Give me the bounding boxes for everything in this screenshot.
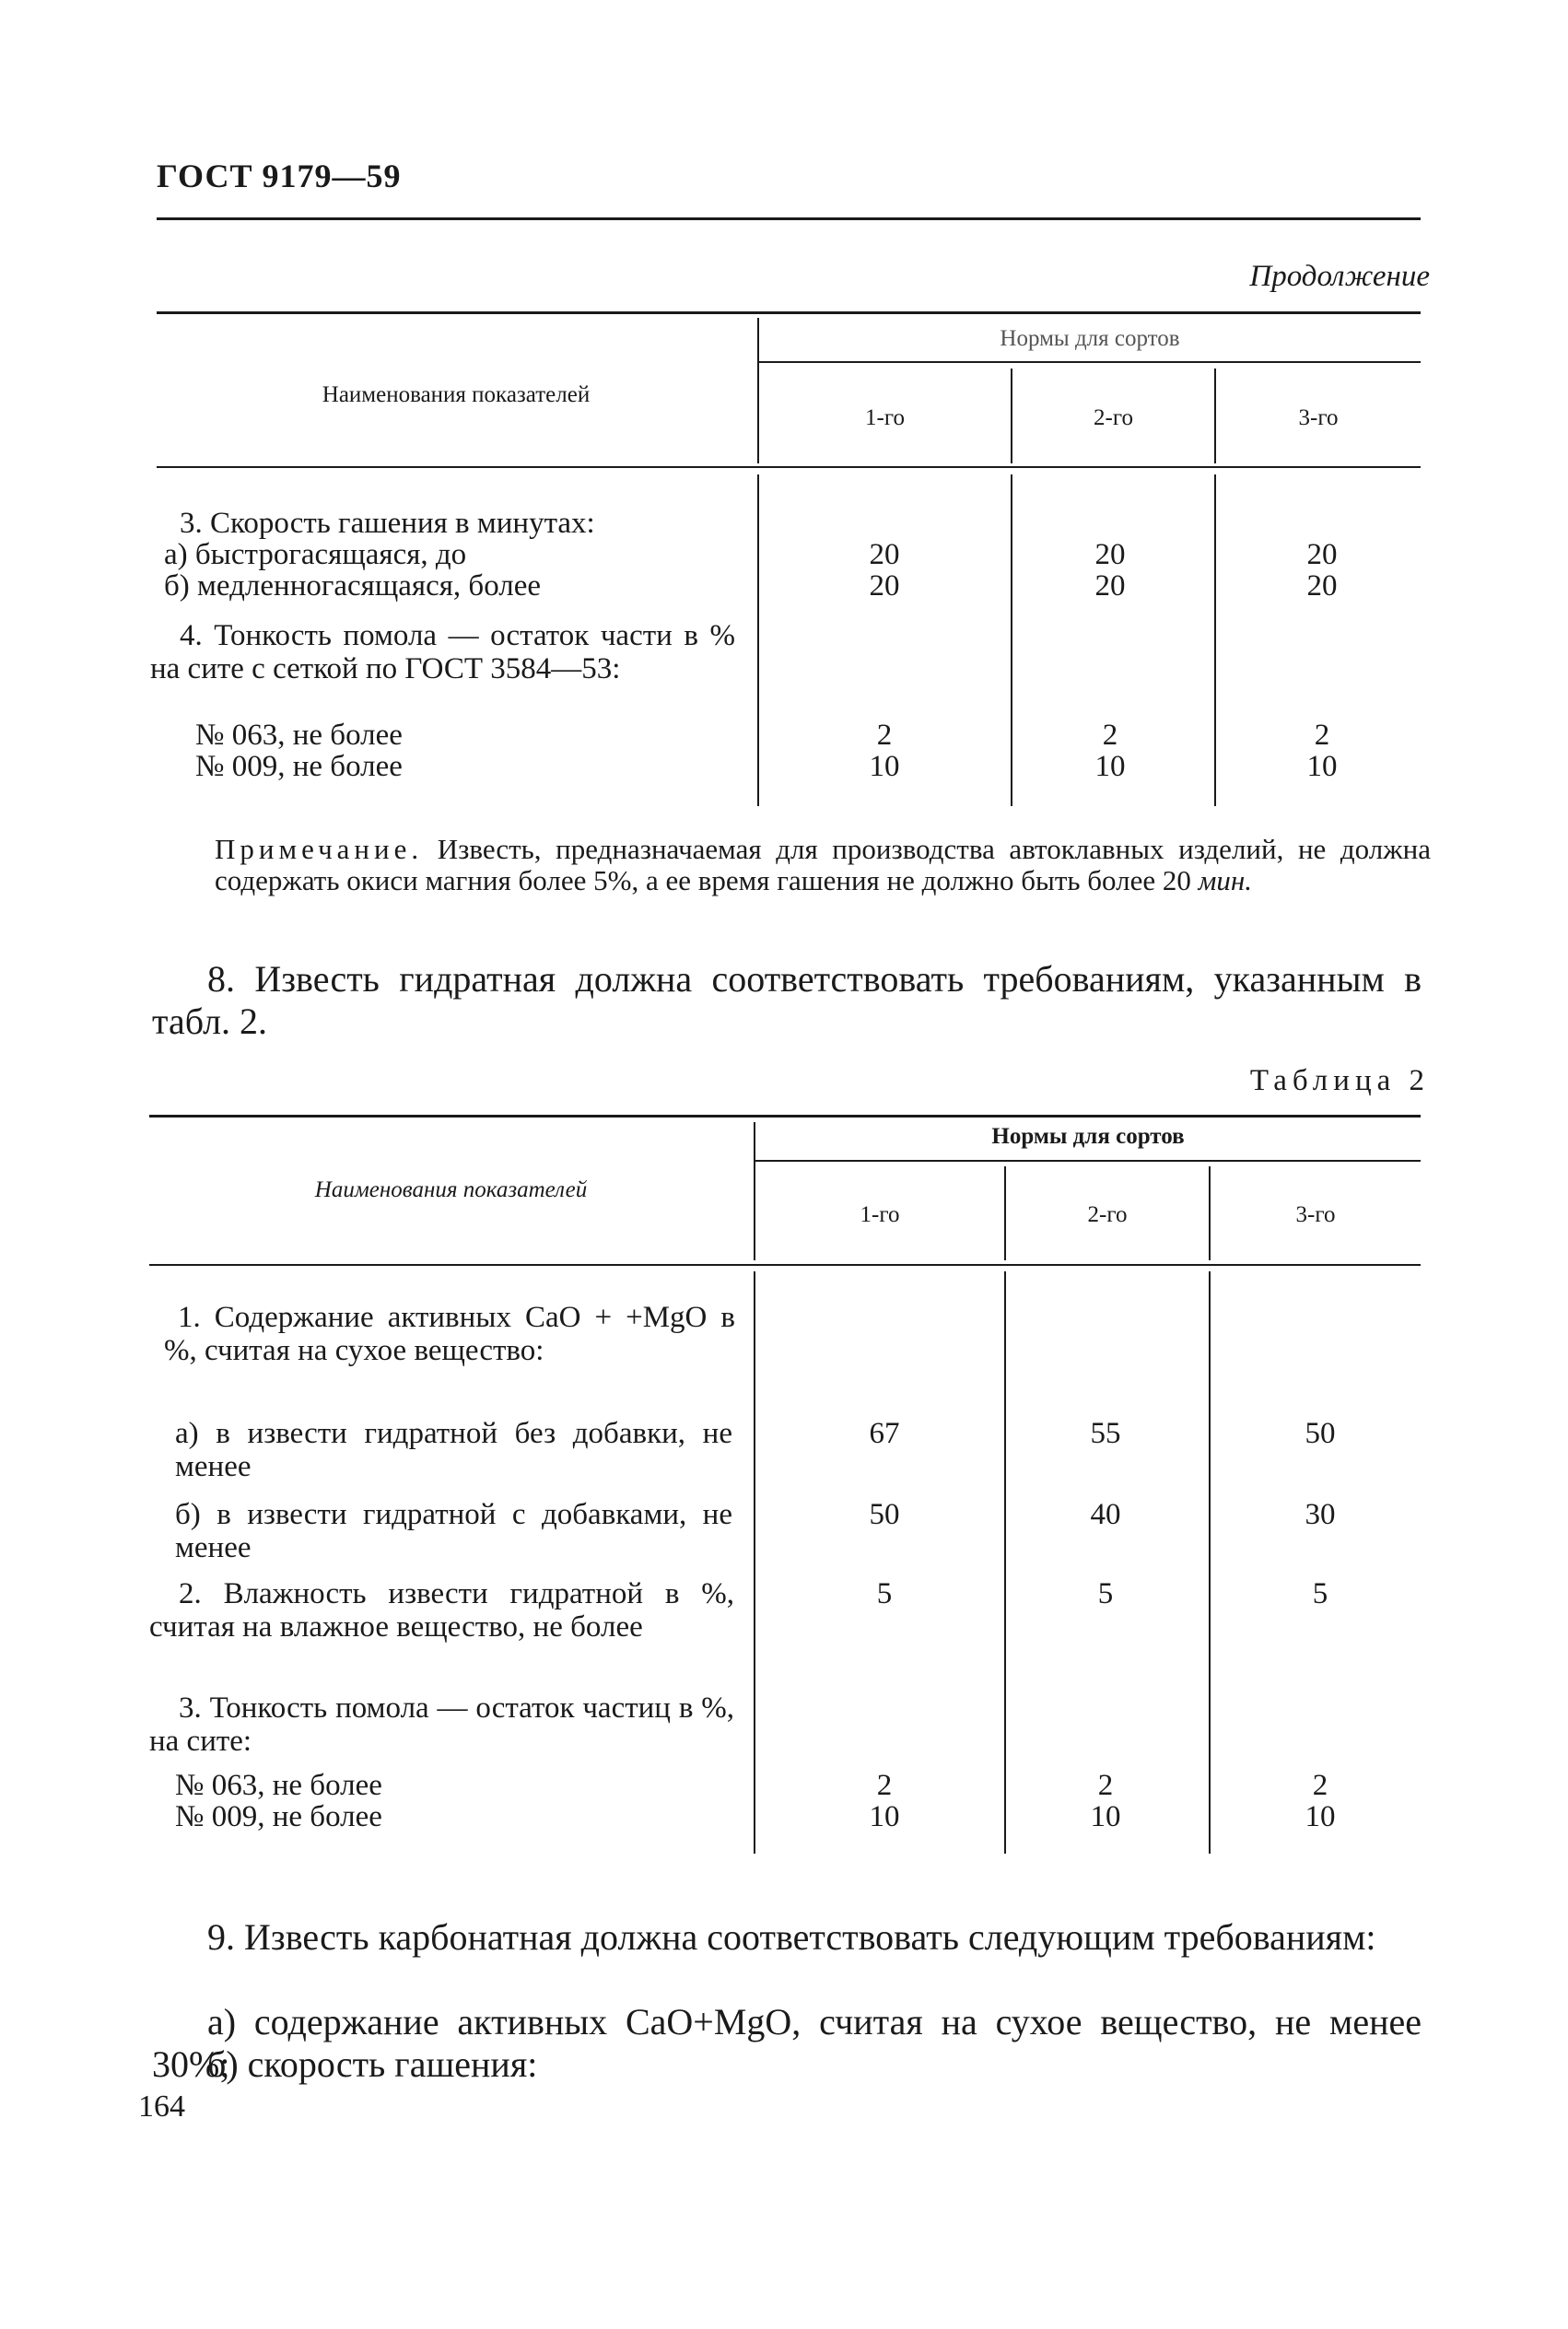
table1-cell: 20 [869,538,900,571]
table2-cell: 2 [876,1769,893,1802]
table1-cell: 10 [1094,750,1126,783]
document-header: ГОСТ 9179—59 [157,158,402,194]
table1-row-label: 4. Тонкость помола — остаток части в % на сите с сеткой по ГОСТ 3584—53: [150,619,735,685]
table1-cell: 20 [869,569,900,603]
table1-divider [757,474,759,806]
table2-cell: 10 [1305,1800,1336,1833]
table2-cell: 10 [1090,1800,1121,1833]
table1-cell: 20 [1094,538,1126,571]
table1-note [215,834,1431,896]
note-lead: Примечание. [215,833,424,865]
table2-grade-1: 1-го [860,1202,900,1227]
page-number: 164 [138,2089,185,2124]
table2-caption: Таблица 2 [1249,1064,1430,1097]
table2-cell: 10 [869,1800,900,1833]
table1-divider [1011,474,1012,806]
table2-divider [754,1271,755,1854]
table1-cell: 20 [1094,569,1126,603]
continuation-label: Продолжение [1249,260,1430,293]
table2-cell: 5 [1097,1577,1114,1610]
table2-cell: 5 [876,1577,893,1610]
table2-divider [1209,1271,1211,1854]
table1-row-label: № 063, не более [195,719,403,752]
table2-row-label: № 009, не более [175,1800,382,1833]
table1-cell: 2 [876,719,893,752]
table1-cell: 20 [1306,569,1338,603]
paragraph-8: 8. Известь гидратная должна соответствовать требованиям, указанным в табл. 2. [152,958,1422,1042]
paragraph-9-item-a: а) содержание активных CaO+MgO, считая на сухое вещество, не менее 30%; [152,2001,1422,2085]
table1-row-label: а) быстрогасящаяся, до [164,538,467,571]
table1-cell: 10 [869,750,900,783]
table2-row-label: № 063, не более [175,1769,382,1802]
note-text: Известь, предназначаемая для производства автоклавных изделий, не должна содержать окиси магния более 5%, а ее время гашения не должно быть более 20 [215,833,1431,896]
table2-cell: 2 [1312,1769,1328,1802]
table2-cell: 2 [1097,1769,1114,1802]
table1-grade-3: 3-го [1298,405,1339,430]
table1-cell: 10 [1306,750,1338,783]
table2-cell: 67 [869,1417,900,1450]
table2-cell: 5 [1312,1577,1328,1610]
table2-row-label: а) в извести гидратной без добавки, не менее [175,1417,732,1483]
table2-col-header: Наименования показателей [314,1177,588,1202]
table1-row-label: № 009, не более [195,750,403,783]
table1-cell: 2 [1102,719,1118,752]
table1-row-label: 3. Скорость гашения в минутах: [180,507,595,540]
table2-row-label: 3. Тонкость помола — остаток частиц в %, на сите: [149,1691,734,1758]
table1-cell: 20 [1306,538,1338,571]
table2-group-header: Нормы для сортов [991,1124,1185,1149]
table2-top-rule [149,1115,1421,1118]
table1-grade-1: 1-го [865,405,905,430]
table1-header-rule [157,466,1421,468]
note-unit: мин. [1198,864,1253,896]
paragraph-9-intro: 9. Известь карбонатная должна соответствовать следующим требованиям: [207,1916,1376,1958]
table2-header-rule [149,1264,1421,1266]
table1-group-rule [759,361,1421,363]
table1-row-label: б) медленногасящаяся, более [164,569,542,603]
paragraph-9-item-b: б) скорость гашения: [207,2043,538,2085]
table2-cell: 40 [1090,1498,1121,1531]
header-rule [157,217,1421,220]
table2-grade-3: 3-го [1295,1202,1336,1227]
table2-cell: 30 [1305,1498,1336,1531]
table1-cell: 2 [1314,719,1330,752]
table1-group-header: Нормы для сортов [1000,326,1180,351]
table1-col-header: Наименования показателей [322,382,591,407]
table2-row-label: 1. Содержание активных CaO + +MgO в %, считая на сухое вещество: [164,1301,735,1367]
table2-divider [1004,1271,1006,1854]
table2-row-label: б) в извести гидратной с добавками, не менее [175,1498,732,1564]
table2-cell: 50 [869,1498,900,1531]
table1-divider [1214,474,1216,806]
table2-cell: 50 [1305,1417,1336,1450]
table2-cell: 55 [1090,1417,1121,1450]
table2-row-label: 2. Влажность извести гидратной в %, считая на влажное вещество, не более [149,1577,734,1644]
table2-grade-2: 2-го [1087,1202,1128,1227]
table1-grade-2: 2-го [1094,405,1133,430]
table2-group-rule [755,1160,1421,1162]
table1-top-rule [157,311,1421,314]
